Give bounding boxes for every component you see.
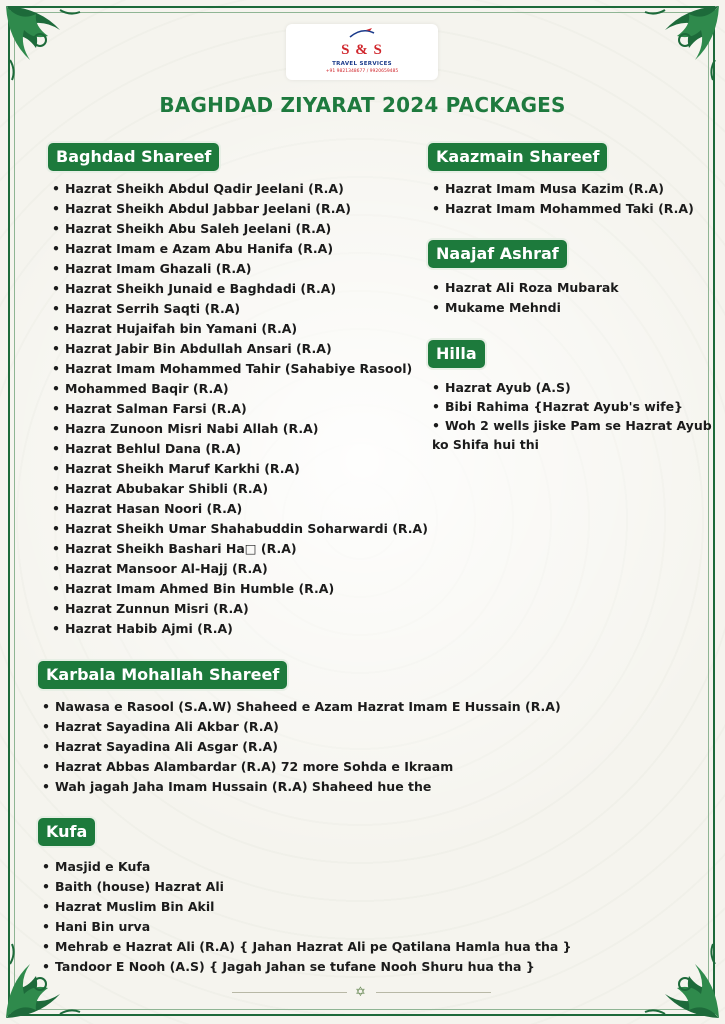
baghdad-list-item: • Hazrat Sheikh Maruf Karkhi (R.A) [52,459,428,479]
baghdad-list-item: • Hazrat Sheikh Bashari Ha□ (R.A) [52,539,428,559]
section-heading-karbala: Karbala Mohallah Shareef [38,661,287,689]
karbala-list-item: • Hazrat Sayadina Ali Akbar (R.A) [42,717,561,737]
kufa-list-item: • Tandoor E Nooh (A.S) { Jagah Jahan se tufane Nooh Shuru hua tha } [42,957,572,977]
baghdad-list-item: • Hazrat Behlul Dana (R.A) [52,439,428,459]
naajaf-list-item: • Hazrat Ali Roza Mubarak [432,278,619,298]
kaazmain-list-item: • Hazrat Imam Musa Kazim (R.A) [432,179,694,199]
baghdad-list-item: • Hazrat Jabir Bin Abdullah Ansari (R.A) [52,339,428,359]
kufa-list-item: • Hani Bin urva [42,917,572,937]
baghdad-list-item: • Hazrat Imam Ahmed Bin Humble (R.A) [52,579,428,599]
page-title: BAGHDAD ZIYARAT 2024 PACKAGES [159,93,566,117]
hilla-list-item: • Hazrat Ayub (A.S) [432,378,717,397]
baghdad-list-item: • Hazrat Serrih Saqti (R.A) [52,299,428,319]
kufa-list-item: • Mehrab e Hazrat Ali (R.A) { Jahan Hazrat Ali pe Qatilana Hamla hua tha } [42,937,572,957]
baghdad-list-item: • Hazrat Sheikh Umar Shahabuddin Soharwardi (R.A) [52,519,428,539]
corner-ornament-icon [615,914,725,1024]
karbala-list-item: • Wah jagah Jaha Imam Hussain (R.A) Shaheed hue the [42,777,561,797]
baghdad-list [52,179,428,639]
hilla-list-item: • Bibi Rahima {Hazrat Ayub's wife} [432,397,717,416]
naajaf-list-item: • Mukame Mehndi [432,298,619,318]
baghdad-list-item: • Hazrat Imam Ghazali (R.A) [52,259,428,279]
section-heading-kufa: Kufa [38,818,95,846]
kufa-list-item: • Masjid e Kufa [42,857,572,877]
karbala-list-item: • Hazrat Sayadina Ali Asgar (R.A) [42,737,561,757]
kufa-list-item: • Hazrat Muslim Bin Akil [42,897,572,917]
logo-phone: +91 9821348677 / 9920659485 [325,69,399,74]
section-heading-naajaf: Naajaf Ashraf [428,240,567,268]
section-heading-baghdad: Baghdad Shareef [48,143,219,171]
airplane-swoosh-icon [348,27,376,41]
baghdad-list-item: • Hazrat Hujaifah bin Yamani (R.A) [52,319,428,339]
kaazmain-list-item: • Hazrat Imam Mohammed Taki (R.A) [432,199,694,219]
baghdad-list-item: • Hazrat Hasan Noori (R.A) [52,499,428,519]
naajaf-list [432,278,619,318]
footer-ornament-icon: ✡ [355,985,366,1000]
baghdad-list-item: • Hazrat Sheikh Abdul Jabbar Jeelani (R.A) [52,199,428,219]
footer-divider-left [232,992,347,993]
baghdad-list-item: • Hazrat Sheikh Abu Saleh Jeelani (R.A) [52,219,428,239]
hilla-list [432,378,717,454]
baghdad-list-item: • Hazrat Salman Farsi (R.A) [52,399,428,419]
hilla-list-item: • Woh 2 wells jiske Pam se Hazrat Ayub ko Shifa hui thi [432,416,717,454]
footer-divider-right [376,992,491,993]
baghdad-list-item: • Hazrat Zunnun Misri (R.A) [52,599,428,619]
kaazmain-list [432,179,694,219]
logo-subtitle: TRAVEL SERVICES [332,61,392,67]
kufa-list-item: • Baith (house) Hazrat Ali [42,877,572,897]
baghdad-list-item: • Hazrat Mansoor Al-Hajj (R.A) [52,559,428,579]
karbala-list-item: • Nawasa e Rasool (S.A.W) Shaheed e Azam Hazrat Imam E Hussain (R.A) [42,697,561,717]
baghdad-list-item: • Hazrat Imam Mohammed Tahir (Sahabiye Rasool) [52,359,428,379]
baghdad-list-item: • Hazrat Habib Ajmi (R.A) [52,619,428,639]
karbala-list-item: • Hazrat Abbas Alambardar (R.A) 72 more Sohda e Ikraam [42,757,561,777]
logo-name: S & S [341,42,383,58]
baghdad-list-item: • Hazra Zunoon Misri Nabi Allah (R.A) [52,419,428,439]
karbala-list [42,697,561,797]
kufa-list [42,857,572,977]
baghdad-list-item: • Hazrat Sheikh Abdul Qadir Jeelani (R.A) [52,179,428,199]
baghdad-list-item: • Hazrat Abubakar Shibli (R.A) [52,479,428,499]
baghdad-list-item: • Hazrat Sheikh Junaid e Baghdadi (R.A) [52,279,428,299]
baghdad-list-item: • Hazrat Imam e Azam Abu Hanifa (R.A) [52,239,428,259]
baghdad-list-item: • Mohammed Baqir (R.A) [52,379,428,399]
section-heading-kaazmain: Kaazmain Shareef [428,143,607,171]
company-logo [286,24,438,80]
section-heading-hilla: Hilla [428,340,485,368]
